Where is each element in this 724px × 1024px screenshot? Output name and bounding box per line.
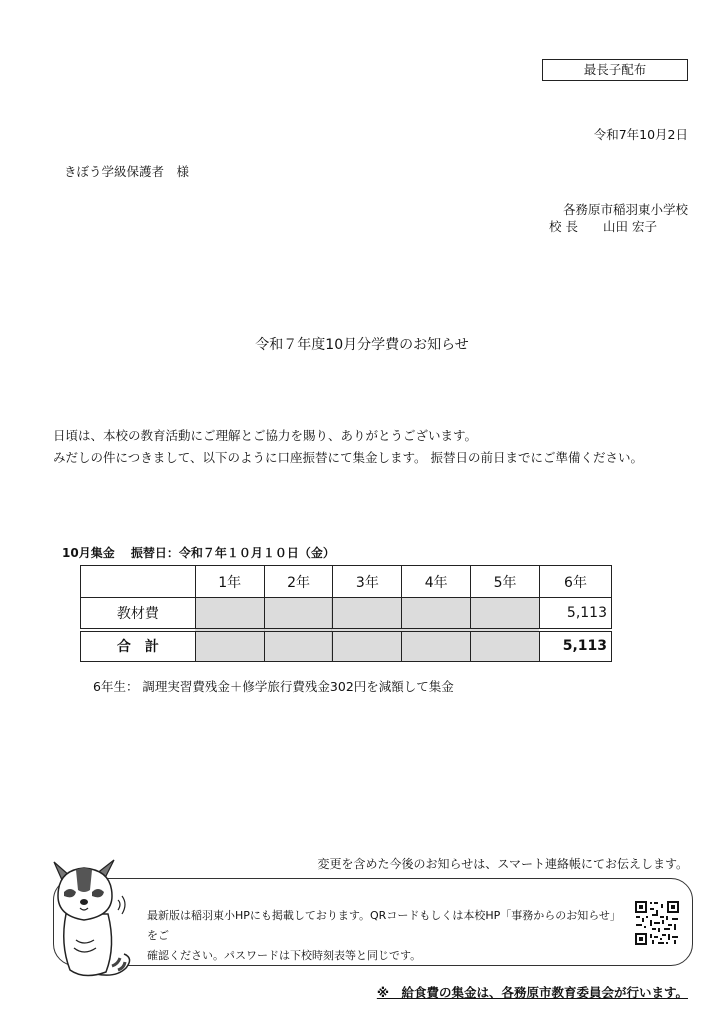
grade-5-header: 5年 — [471, 566, 540, 598]
materials-grade-6-value: 5,113 — [539, 598, 611, 630]
table-cell — [333, 630, 402, 662]
table-cell — [402, 630, 471, 662]
table-cell — [402, 598, 471, 630]
sender-school: 各務原市稲羽東小学校 — [562, 202, 688, 217]
table-header-cell — [81, 566, 196, 598]
bubble-text — [147, 906, 627, 966]
grade-4-header: 4年 — [402, 566, 471, 598]
sender-principal: 校 長 山田 宏子 — [549, 219, 657, 234]
row-label-materials: 教材費 — [81, 598, 196, 630]
row-label-total: 合 計 — [81, 630, 196, 662]
qr-code-icon[interactable] — [634, 900, 680, 946]
table-cell — [333, 598, 402, 630]
document-title: 令和７年度10月分学費のお知らせ — [255, 337, 469, 353]
total-grade-6-value: 5,113 — [539, 630, 611, 662]
table-cell — [471, 630, 540, 662]
body-line-2: みだしの件につきまして、以下のように口座振替にて集金します。 振替日の前日までにご準備ください。 — [53, 450, 643, 465]
table-row-total — [81, 630, 612, 662]
grade-6-note: 6年生： 調理実習費残金＋修学旅行費残金302円を減額して集金 — [93, 679, 454, 694]
footnote: ※ 給食費の集金は、各務原市教育委員会が行います。 — [376, 985, 688, 1000]
notice-text: 変更を含めた今後のお知らせは、スマート連絡帳にてお伝えします。 — [317, 857, 688, 871]
table-cell — [471, 598, 540, 630]
grade-1-header: 1年 — [195, 566, 264, 598]
bubble-line-2: 確認ください。パスワードは下校時刻表等と同じです。 — [147, 949, 422, 962]
grade-6-header: 6年 — [539, 566, 611, 598]
body-line-1: 日頃は、本校の教育活動にご理解とご協力を賜り、ありがとうございます。 — [53, 428, 478, 443]
grade-2-header: 2年 — [264, 566, 333, 598]
table-row — [81, 598, 612, 630]
collection-heading: 10月集金 振替日：令和７年１０月１０日（金） — [62, 546, 335, 560]
bubble-line-1: 最新版は稲羽東小HPにも掲載しております。QRコードもしくは本校HP「事務からのお知らせ」をご — [147, 909, 621, 942]
fee-table — [80, 565, 612, 662]
table-cell — [195, 630, 264, 662]
document-date: 令和7年10月2日 — [593, 127, 688, 142]
table-header-row — [81, 566, 612, 598]
table-cell — [264, 598, 333, 630]
distribution-label: 最長子配布 — [542, 59, 688, 81]
grade-3-header: 3年 — [333, 566, 402, 598]
table-cell — [195, 598, 264, 630]
table-cell — [264, 630, 333, 662]
recipient: きぼう学級保護者 様 — [64, 164, 190, 179]
raccoon-mascot-illustration — [48, 852, 140, 984]
